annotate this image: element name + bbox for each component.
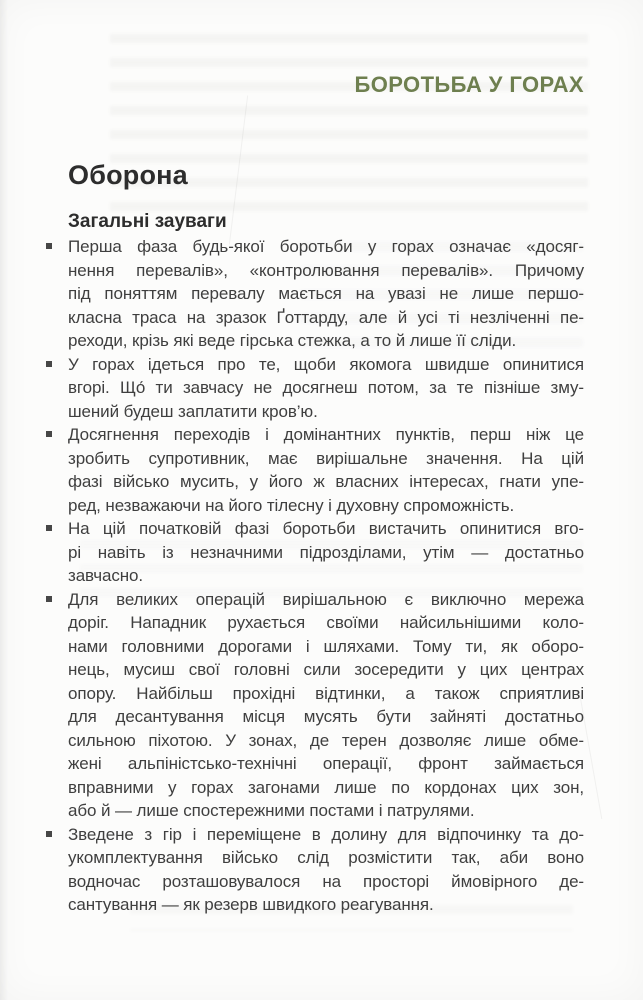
square-bullet-icon bbox=[46, 831, 52, 837]
bullet-line: У горах ідеться про те, щоби якомога швидше опинитися bbox=[68, 354, 584, 374]
bullet-line: Досягнення переходів і домінантних пунктів, перш ніж це bbox=[68, 425, 584, 444]
page-edge-shading bbox=[0, 0, 8, 1000]
bullet-item bbox=[46, 588, 584, 823]
bullet-line: фазі військо мусить, у його ж власних інтересах, гнати упе- bbox=[68, 472, 584, 491]
bullet-line: жені альпіністсько-технічні операції, фронт займається bbox=[68, 754, 584, 773]
section-heading: Оборона bbox=[68, 160, 188, 190]
bullet-line: реходи, крізь які веде гірська стежка, а то й лише її сліди. bbox=[68, 331, 517, 350]
bullet-line: зробить супротивник, має вирішальне значення. На цій bbox=[68, 448, 584, 468]
chapter-running-head: БОРОТЬБА У ГОРАХ bbox=[354, 72, 584, 97]
square-bullet-icon bbox=[46, 431, 52, 437]
bullet-list bbox=[46, 235, 584, 917]
bullet-line: шений будеш заплатити кров’ю. bbox=[68, 401, 318, 421]
bullet-line: Зведене з гір і переміщене в долину для відпочинку та до- bbox=[68, 824, 584, 844]
bullet-item bbox=[46, 235, 584, 353]
square-bullet-icon bbox=[46, 361, 52, 367]
bullet-line: ред, незважаючи на його тілесну і духовну спроможність. bbox=[68, 495, 515, 515]
bullet-item bbox=[46, 823, 584, 917]
square-bullet-icon bbox=[46, 596, 52, 602]
subsection-heading: Загальні зауваги bbox=[68, 211, 227, 232]
bullet-text bbox=[68, 423, 584, 517]
bullet-line: доріг. Нападник рухається своїми найсильнішими коло- bbox=[68, 613, 584, 632]
square-bullet-icon bbox=[46, 243, 52, 249]
bullet-line: Перша фаза будь-якої боротьби у горах означає «досяг- bbox=[68, 237, 584, 256]
bullet-line: або й — лише спостережними постами і патрулями. bbox=[68, 801, 475, 820]
bullet-line: нами головними дорогами і шляхами. Тому ти, як оборо- bbox=[68, 636, 584, 656]
bullet-line: Для великих операцій вирішальною є виключно мережа bbox=[68, 589, 584, 609]
bullet-line: укомплектування військо слід розмістити так, аби воно bbox=[68, 848, 584, 867]
bullet-line: вгорі. Що́ ти завчасу не досягнеш потом, за те пізніше зму- bbox=[68, 378, 584, 397]
bullet-line: опору. Найбільш прохідні відтинки, а також сприятливі bbox=[68, 683, 584, 703]
bullet-line: вправними у горах загонами лише по кордонах цих зон, bbox=[68, 777, 584, 797]
bullet-item bbox=[46, 517, 584, 588]
bullet-item bbox=[46, 353, 584, 424]
bullet-text bbox=[68, 353, 584, 424]
bullet-line: сантування — як резерв швидкого реагування. bbox=[68, 895, 434, 914]
bullet-item bbox=[46, 423, 584, 517]
bullet-line: сильною піхотою. У зонах, де терен дозволяє лише обме- bbox=[68, 730, 584, 750]
bullet-line: нення перевалів», «контролювання перевалів». Причому bbox=[68, 260, 584, 280]
bullet-line: водночас розташовувалося на просторі ймовірного де- bbox=[68, 871, 584, 891]
bullet-line: рі навіть із незначними підрозділами, утім — достатньо bbox=[68, 542, 584, 562]
bullet-line: класна траса на зразок Ґоттарду, але й усі ті незліченні пе- bbox=[68, 307, 584, 327]
bullet-text bbox=[68, 823, 584, 917]
bullet-line: завчасно. bbox=[68, 566, 143, 585]
bullet-text bbox=[68, 588, 584, 823]
bullet-line: нець, мусиш свої головні сили зосередити у цих центрах bbox=[68, 660, 584, 679]
bullet-text bbox=[68, 517, 584, 588]
bullet-line: На цій початковій фазі боротьби вистачить опинитися вго- bbox=[68, 519, 584, 538]
bullet-text bbox=[68, 235, 584, 353]
square-bullet-icon bbox=[46, 525, 52, 531]
bullet-line: під поняттям перевалу мається на увазі не лише першо- bbox=[68, 284, 584, 303]
bullet-line: для десантування місця мусять бути зайняті достатньо bbox=[68, 707, 584, 726]
page-crease-mark bbox=[229, 95, 248, 244]
